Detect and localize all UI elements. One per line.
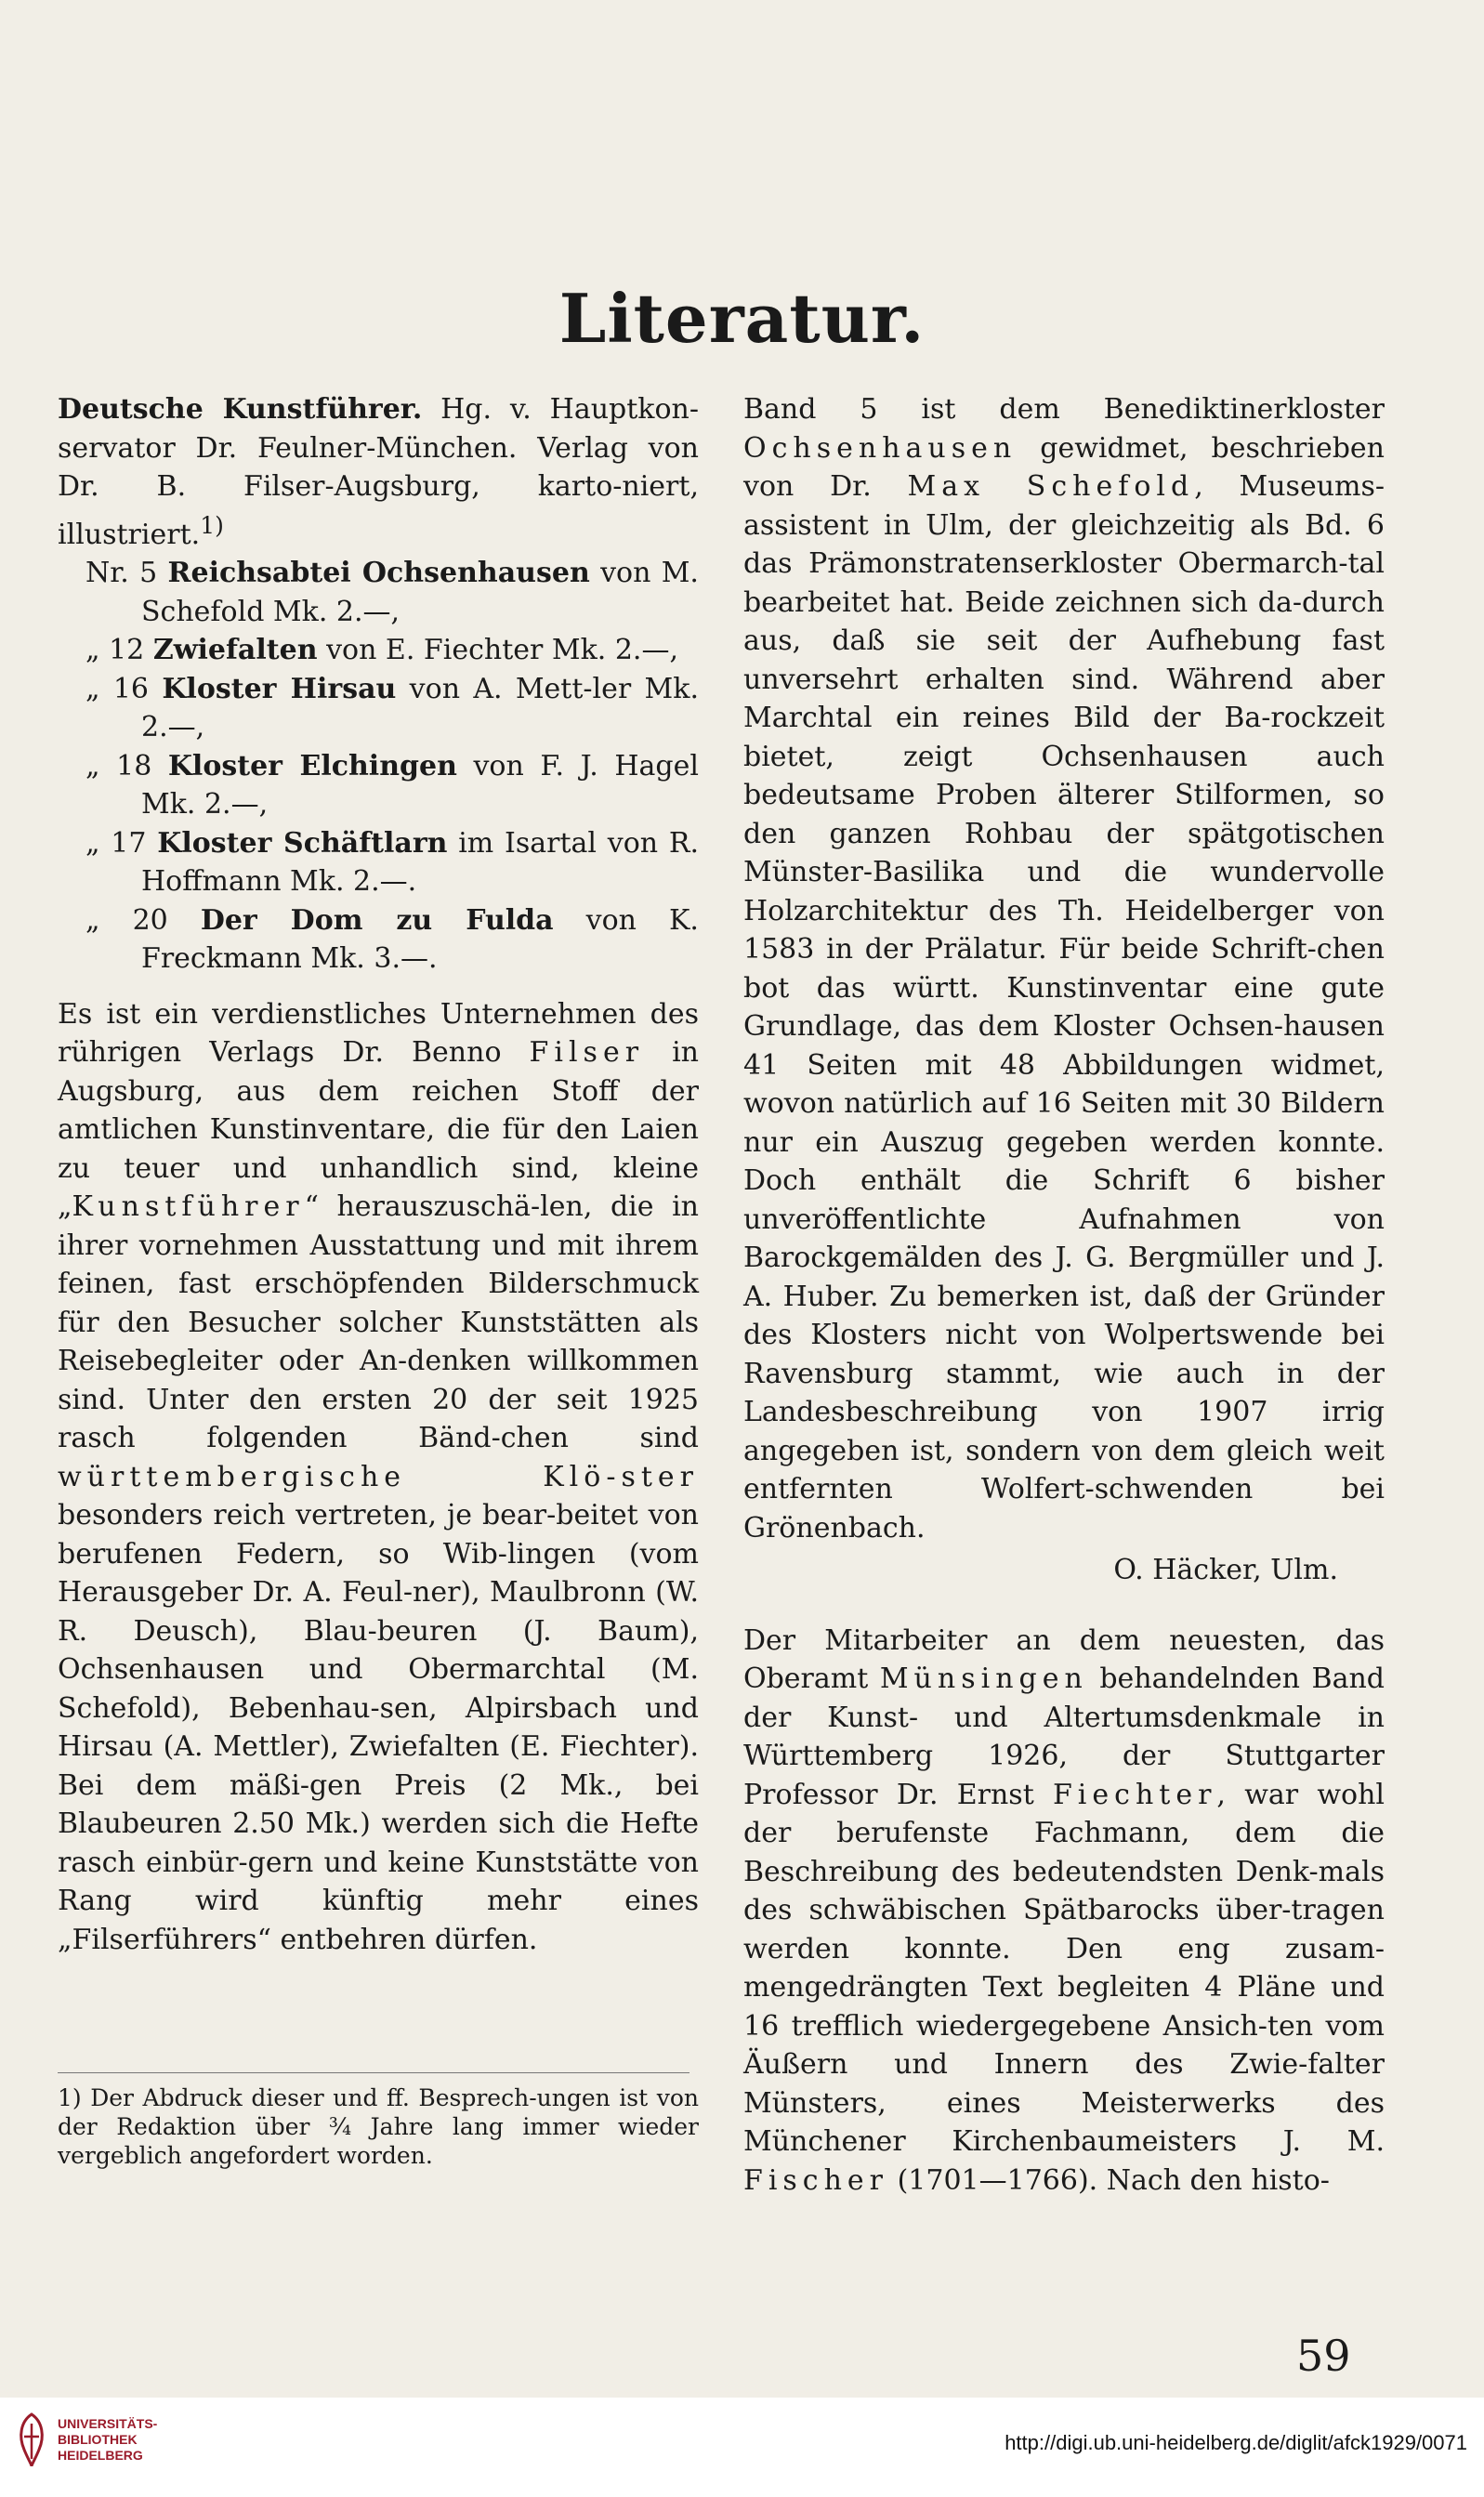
review-paragraph: [743, 390, 1385, 1547]
spaced-term: Münsingen: [879, 1662, 1088, 1695]
series-number: Nr. 5: [85, 557, 158, 589]
entry-heading: [58, 390, 699, 554]
series-author: von F. J. Hagel Mk. 2.—,: [141, 749, 699, 821]
spaced-name: Max Schefold: [907, 470, 1195, 503]
entry-heading-details: Hg. v. Hauptkon-servator Dr. Feulner-München. Verlag von Dr. B. Filser-Augsburg, karto-niert, illustriert.: [58, 393, 699, 551]
library-name: [58, 2416, 157, 2464]
viewer-footer: [0, 2398, 1484, 2497]
library-logo-icon: [15, 2412, 48, 2468]
series-title: Kloster Elchingen: [167, 749, 457, 782]
review-paragraph: [58, 995, 699, 1960]
left-column: [58, 390, 699, 1959]
footnote-separator: [58, 2072, 689, 2073]
series-author: im Isartal von R. Hoffmann Mk. 2.—.: [141, 826, 699, 898]
text-run: besonders reich vertreten, je bear-beitet von berufenen Federn, so Wib-lingen (vom Herausgeber Dr. A. Feul-ner), Maulbronn (W. R. Deusch), Blau-beuren (J. Baum), Ochsenhausen und Obermarchtal (M. Schefold), Bebenhau-sen, Alpirsbach und Hirsau (A. Mettler), Zwiefalten (E. Fiechter). Bei dem mäßi-gen Preis (2 Mk., bei Blaubeuren 2.50 Mk.) werden sich die Hefte rasch einbür-gern und keine Kunststätte von Rang wird künftig mehr eines „Filserführers“ entbehren dürfen.: [58, 1499, 699, 1956]
footnote: 1) Der Abdruck dieser und ff. Besprech-ungen ist von der Redaktion über ¾ Jahre lang immer wieder vergeblich angefordert worden.: [58, 2084, 699, 2169]
series-number: „ 17: [85, 826, 147, 860]
spaced-term: Ochsenhausen: [743, 431, 1018, 465]
series-list: [58, 554, 699, 979]
series-author: von E. Fiechter Mk. 2.—,: [317, 634, 679, 666]
series-item: [58, 631, 699, 670]
text-run: Band 5 ist dem Benediktinerkloster: [743, 393, 1385, 426]
series-item: [58, 901, 699, 979]
right-column: [743, 390, 1385, 2200]
text-run: , Museums-assistent in Ulm, der gleichzeitig als Bd. 6 das Prämonstratenserkloster Obermarch-tal bearbeitet hat. Beide zeichnen sich da-durch aus, daß sie seit der Aufhebung fast unversehrt erhalten sind. Während aber Marchtal ein reines Bild der Ba-rockzeit bietet, zeigt Ochsenhausen auch bedeutsame Proben älterer Stilformen, so den ganzen Rohbau der spätgotischen Münster-Basilika und die wundervolle Holzarchitektur des Th. Heidelberger von 1583 in der Prälatur. Für beide Schrift-chen bot das württ. Kunstinventar eine gute Grundlage, das dem Kloster Ochsen-hausen 41 Seiten mit 48 Abbildungen widmet, wovon natürlich auf 16 Seiten mit 30 Bildern nur ein Auszug gegeben werden konnte. Doch enthält die Schrift 6 bisher unveröffentlichte Aufnahmen von Barockgemälden des J. G. Bergmüller und J. A. Huber. Zu bemerken ist, daß der Gründer des Klosters nicht von Wolpertswende bei Ravensburg stammt, wie auch in der Landesbeschreibung von 1907 irrig angegeben ist, sondern von dem gleich weit entfernten Wolfert-schwenden bei Grönenbach.: [743, 470, 1385, 1544]
library-name-line: UNIVERSITÄTS-: [58, 2416, 158, 2431]
permalink-url[interactable]: http://digi.ub.uni-heidelberg.de/diglit/afck1929/0071: [1005, 2431, 1467, 2454]
spaced-name: Fischer: [743, 2163, 889, 2197]
text-run: gewidmet, beschrieben von Dr.: [743, 431, 1385, 503]
series-title: Kloster Schäftlarn: [157, 826, 448, 860]
entry-heading-title: Deutsche Kunstführer.: [58, 393, 423, 426]
text-run: , war wohl der berufenste Fachmann, dem die Beschreibung des bedeutendsten Denk-mals des schwäbischen Spätbarocks über-tragen werden konnte. Den eng zusam-mengedrängten Text begleiten 4 Pläne und 16 trefflich wiedergegebene Ansich-ten vom Äußern und Innern des Zwie-falter Münsters, eines Meisterwerks des Münchener Kirchenbaumeisters J. M.: [743, 1778, 1385, 2158]
series-item: [58, 670, 699, 747]
series-title: Der Dom zu Fulda: [200, 903, 554, 937]
text-run: Der Mitarbeiter an dem neuesten, das Oberamt: [743, 1623, 1385, 1695]
series-number: „ 12: [85, 634, 145, 666]
series-number: „ 20: [85, 903, 168, 937]
series-item: [58, 554, 699, 631]
series-number: „ 18: [85, 749, 152, 782]
spaced-term: Kunstführer: [72, 1190, 305, 1223]
spaced-name: Filser: [529, 1036, 645, 1069]
series-item: [58, 747, 699, 824]
review-paragraph: [743, 1622, 1385, 2201]
footnote-marker: 1): [200, 511, 224, 539]
spaced-term: württembergische Klö-ster: [58, 1460, 699, 1493]
text-run: “ herauszuschä-len, die in ihrer vornehmen Ausstattung und mit ihrem feinen, fast erschöpfenden Bilderschmuck für den Besucher solcher Kunststätten als Reisebegleiter oder An-denken willkommen sind. Unter den ersten 20 der seit 1925 rasch folgenden Bänd-chen sind: [58, 1190, 699, 1454]
library-name-line: BIBLIOTHEK: [58, 2432, 138, 2447]
series-title: Kloster Hirsau: [162, 672, 397, 705]
library-name-line: HEIDELBERG: [58, 2448, 143, 2463]
series-title: Reichsabtei Ochsenhausen: [167, 557, 590, 589]
text-run: behandelnden Band der Kunst- und Altertumsdenkmale in Württemberg 1926, der Stuttgarter Professor Dr. Ernst: [743, 1662, 1385, 1811]
text-run: Es ist ein verdienstliches Unternehmen des rührigen Verlags Dr. Benno: [58, 997, 699, 1069]
page-title: Literatur.: [558, 279, 926, 358]
series-title: Zwiefalten: [152, 634, 318, 666]
series-author: von A. Mett-ler Mk. 2.—,: [141, 672, 699, 743]
series-item: [58, 824, 699, 901]
text-run: in Augsburg, aus dem reichen Stoff der amtlichen Kunstinventare, die für den Laien zu teuer und unhandlich sind, kleine „: [58, 1036, 699, 1223]
page-number: 59: [1296, 2331, 1351, 2381]
spaced-name: Fiechter: [1052, 1778, 1217, 1811]
review-signature: O. Häcker, Ulm.: [1113, 1554, 1338, 1586]
series-author: von K. Freckmann Mk. 3.—.: [141, 903, 699, 975]
series-number: „ 16: [85, 672, 150, 705]
text-run: (1701—1766). Nach den histo-: [888, 2163, 1330, 2197]
series-author: von M. Schefold Mk. 2.—,: [141, 557, 699, 628]
